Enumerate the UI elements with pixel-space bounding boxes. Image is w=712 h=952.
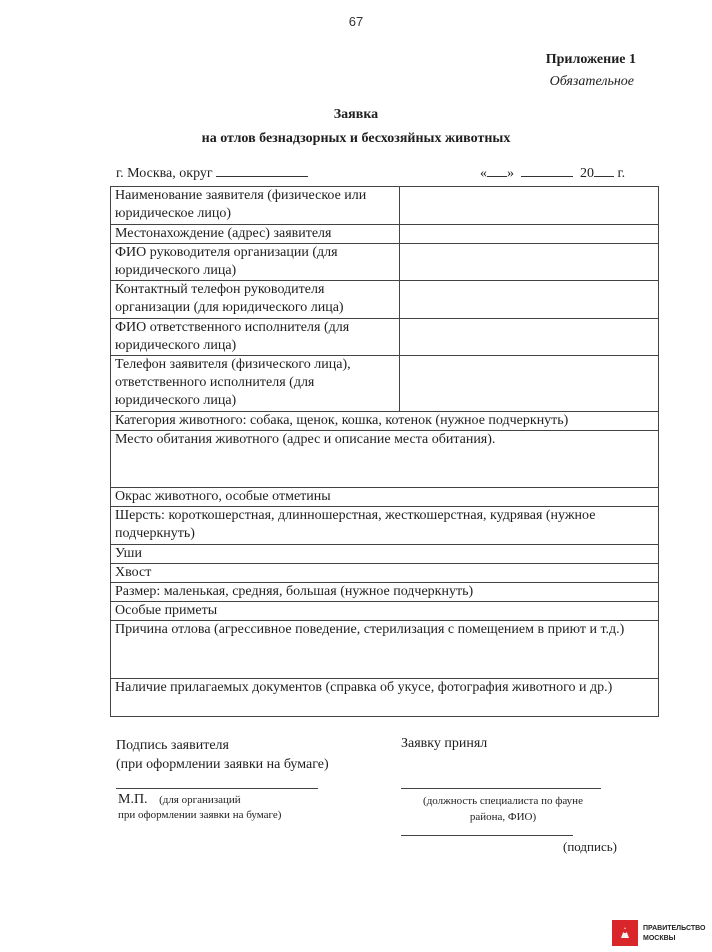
district-blank	[216, 163, 308, 177]
form-row-value[interactable]	[400, 319, 659, 356]
form-row-label: Окрас животного, особые отметины	[111, 488, 659, 507]
form-row-label: Место обитания животного (адрес и описание места обитания).	[111, 431, 659, 488]
form-row-label: Местонахождение (адрес) заявителя	[111, 225, 400, 244]
form-row-label: Особые приметы	[111, 602, 659, 621]
logo-line-2: МОСКВЫ	[643, 935, 676, 942]
applicant-signature-line	[116, 788, 318, 789]
stamp-label: М.П.	[118, 792, 148, 807]
logo-line-1: ПРАВИТЕЛЬСТВО	[643, 925, 706, 932]
stamp-block	[118, 791, 241, 809]
form-row	[111, 319, 659, 356]
form-row	[111, 244, 659, 281]
form-row-value[interactable]	[400, 281, 659, 319]
form-row-value[interactable]	[400, 187, 659, 225]
form-row	[111, 679, 659, 717]
specialist-note-1: (должность специалиста по фауне	[423, 795, 583, 807]
form-row	[111, 602, 659, 621]
form-row	[111, 621, 659, 679]
year-prefix: 20	[580, 166, 594, 181]
form-row-label: Наличие прилагаемых документов (справка об укусе, фотография животного и др.)	[111, 679, 659, 717]
form-row	[111, 507, 659, 545]
form-title: Заявка	[333, 107, 379, 122]
form-row	[111, 431, 659, 488]
page-number: 67	[348, 14, 364, 29]
appendix-label: Приложение 1	[545, 52, 636, 67]
specialist-note-2: района, ФИО)	[469, 811, 537, 823]
form-row-label: Шерсть: короткошерстная, длинношерстная, жесткошерстная, кудрявая (нужное подчеркнуть)	[111, 507, 659, 545]
form-subtitle: на отлов безнадзорных и бесхозяйных животных	[201, 131, 511, 146]
form-row	[111, 564, 659, 583]
quote-open: «	[480, 166, 487, 181]
form-row	[111, 281, 659, 319]
form-row-label: ФИО ответственного исполнителя (для юридического лица)	[111, 319, 400, 356]
day-blank	[487, 163, 507, 177]
signature-caption: (подпись)	[563, 839, 617, 854]
form-row	[111, 412, 659, 431]
form-row-value[interactable]	[400, 225, 659, 244]
quote-close: »	[507, 166, 514, 181]
form-row	[111, 225, 659, 244]
mandatory-label: Обязательное	[549, 74, 634, 89]
year-suffix: г.	[617, 166, 626, 181]
form-row-value[interactable]	[400, 244, 659, 281]
moscow-government-logo	[612, 920, 712, 946]
city-field	[116, 163, 308, 182]
date-field	[480, 163, 625, 182]
form-row	[111, 583, 659, 602]
applicant-signature-label: Подпись заявителя	[116, 738, 229, 753]
specialist-name-line	[401, 788, 601, 789]
specialist-signature-line	[401, 835, 573, 836]
accepted-by-label: Заявку принял	[401, 736, 488, 751]
stamp-note-2: при оформлении заявки на бумаге)	[118, 809, 282, 821]
form-row-label: Уши	[111, 545, 659, 564]
form-row-label: Телефон заявителя (физического лица), ответственного исполнителя (для юридического лица)	[111, 356, 400, 412]
month-blank	[521, 163, 573, 177]
form-row-value[interactable]	[400, 356, 659, 412]
applicant-signature	[116, 736, 329, 774]
city-label: г. Москва, округ	[116, 166, 213, 181]
year-blank	[594, 163, 614, 177]
form-row-label: Размер: маленькая, средняя, большая (нужное подчеркнуть)	[111, 583, 659, 602]
form-row	[111, 356, 659, 412]
form-row	[111, 545, 659, 564]
application-form-table	[110, 186, 659, 717]
specialist-note	[398, 793, 608, 825]
applicant-signature-note: (при оформлении заявки на бумаге)	[116, 757, 329, 772]
form-row-label: Категория животного: собака, щенок, кошка, котенок (нужное подчеркнуть)	[111, 412, 659, 431]
form-row-label: Хвост	[111, 564, 659, 583]
stamp-note-1: (для организаций	[159, 794, 241, 806]
form-row-label: Контактный телефон руководителя организации (для юридического лица)	[111, 281, 400, 319]
form-row-label: ФИО руководителя организации (для юридического лица)	[111, 244, 400, 281]
form-row	[111, 488, 659, 507]
moscow-emblem-icon	[612, 920, 638, 946]
form-row-label: Наименование заявителя (физическое или юридическое лицо)	[111, 187, 400, 225]
form-row-label: Причина отлова (агрессивное поведение, стерилизация с помещением в приют и т.д.)	[111, 621, 659, 679]
form-row	[111, 187, 659, 225]
